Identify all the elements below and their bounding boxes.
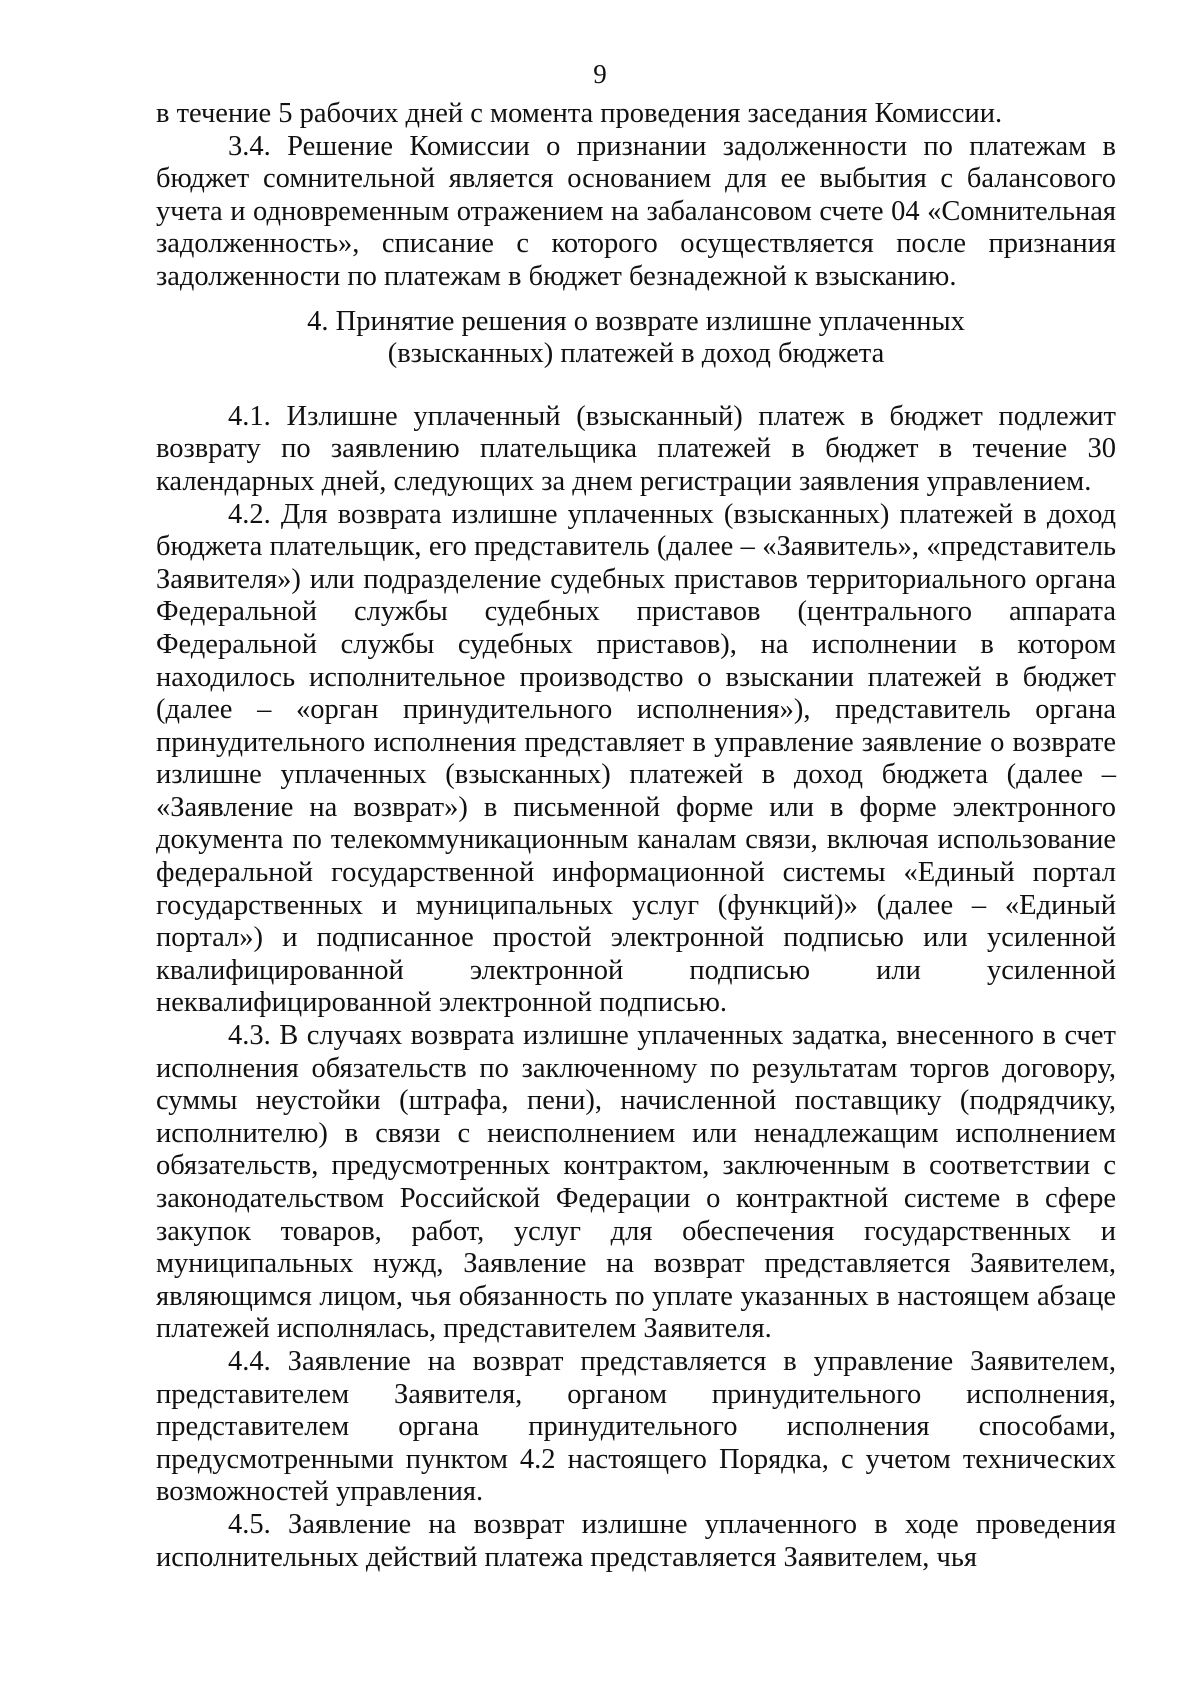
paragraph-continuation: в течение 5 рабочих дней с момента проведения заседания Комиссии. xyxy=(156,98,1003,129)
paragraph-4-1: 4.1. Излишне уплаченный (взысканный) платеж в бюджет подлежит возврату по заявлению плательщика платежей в бюджет в течение 30 календарных дней, следующих за днем регистрации заявления управлением. xyxy=(156,400,1116,497)
document-body xyxy=(156,98,1116,1574)
page-number: 9 xyxy=(593,59,607,89)
section-heading xyxy=(156,306,1116,371)
paragraph-3-4: 3.4. Решение Комиссии о признании задолженности по платежам в бюджет сомнительной является основанием для ее выбытия с балансового учета и одновременным отражением на забалансовом счете 04 «Сомнительная задолженность», списание с которого осуществляется после признания задолженности по платежам в бюджет безнадежной к взысканию. xyxy=(156,130,1116,292)
paragraph-4-5: 4.5. Заявление на возврат излишне уплаченного в ходе проведения исполнительных действий платежа представляется Заявителем, чья xyxy=(156,1508,1116,1573)
paragraph-4-4: 4.4. Заявление на возврат представляется в управление Заявителем, представителем Заявителя, органом принудительного исполнения, представителем органа принудительного исполнения способами, предусмотренными пунктом 4.2 настоящего Порядка, с учетом технических возможностей управления. xyxy=(156,1345,1116,1508)
paragraph-4-2: 4.2. Для возврата излишне уплаченных (взысканных) платежей в доход бюджета плательщик, его представитель (далее – «Заявитель», «представитель Заявителя») или подразделение судебных приставов территориального органа Федеральной службы судебных приставов (центрального аппарата Федеральной службы судебных приставов), на исполнении в котором находилось исполнительное производство о взыскании платежей в бюджет (далее – «орган принудительного исполнения»), представитель органа принудительного исполнения представляет в управление заявление о возврате излишне уплаченных (взысканных) платежей в доход бюджета (далее – «Заявление на возврат») в письменной форме или в форме электронного документа по телекоммуникационным каналам связи, включая использование федеральной государственной информационной системы «Единый портал государственных и муниципальных услуг (функций)» (далее – «Единый портал») и подписанное простой электронной подписью или усиленной квалифицированной электронной подписью или усиленной неквалифицированной электронной подписью. xyxy=(156,498,1116,1019)
paragraph-4-3: 4.3. В случаях возврата излишне уплаченных задатка, внесенного в счет исполнения обязательств по заключенному по результатам торгов договору, суммы неустойки (штрафа, пени), начисленной поставщику (подрядчику, исполнителю) в связи с неисполнением или ненадлежащим исполнением обязательств, предусмотренных контрактом, заключенным в соответствии с законодательством Российской Федерации о контрактной системе в сфере закупок товаров, работ, услуг для обеспечения государственных и муниципальных нужд, Заявление на возврат представляется Заявителем, являющимся лицом, чья обязанность по уплате указанных в настоящем абзаце платежей исполнялась, представителем Заявителя. xyxy=(156,1020,1116,1345)
section-heading-line-1: 4. Принятие решения о возврате излишне уплаченных xyxy=(307,305,965,337)
section-heading-line-2: (взысканных) платежей в доход бюджета xyxy=(387,338,885,370)
